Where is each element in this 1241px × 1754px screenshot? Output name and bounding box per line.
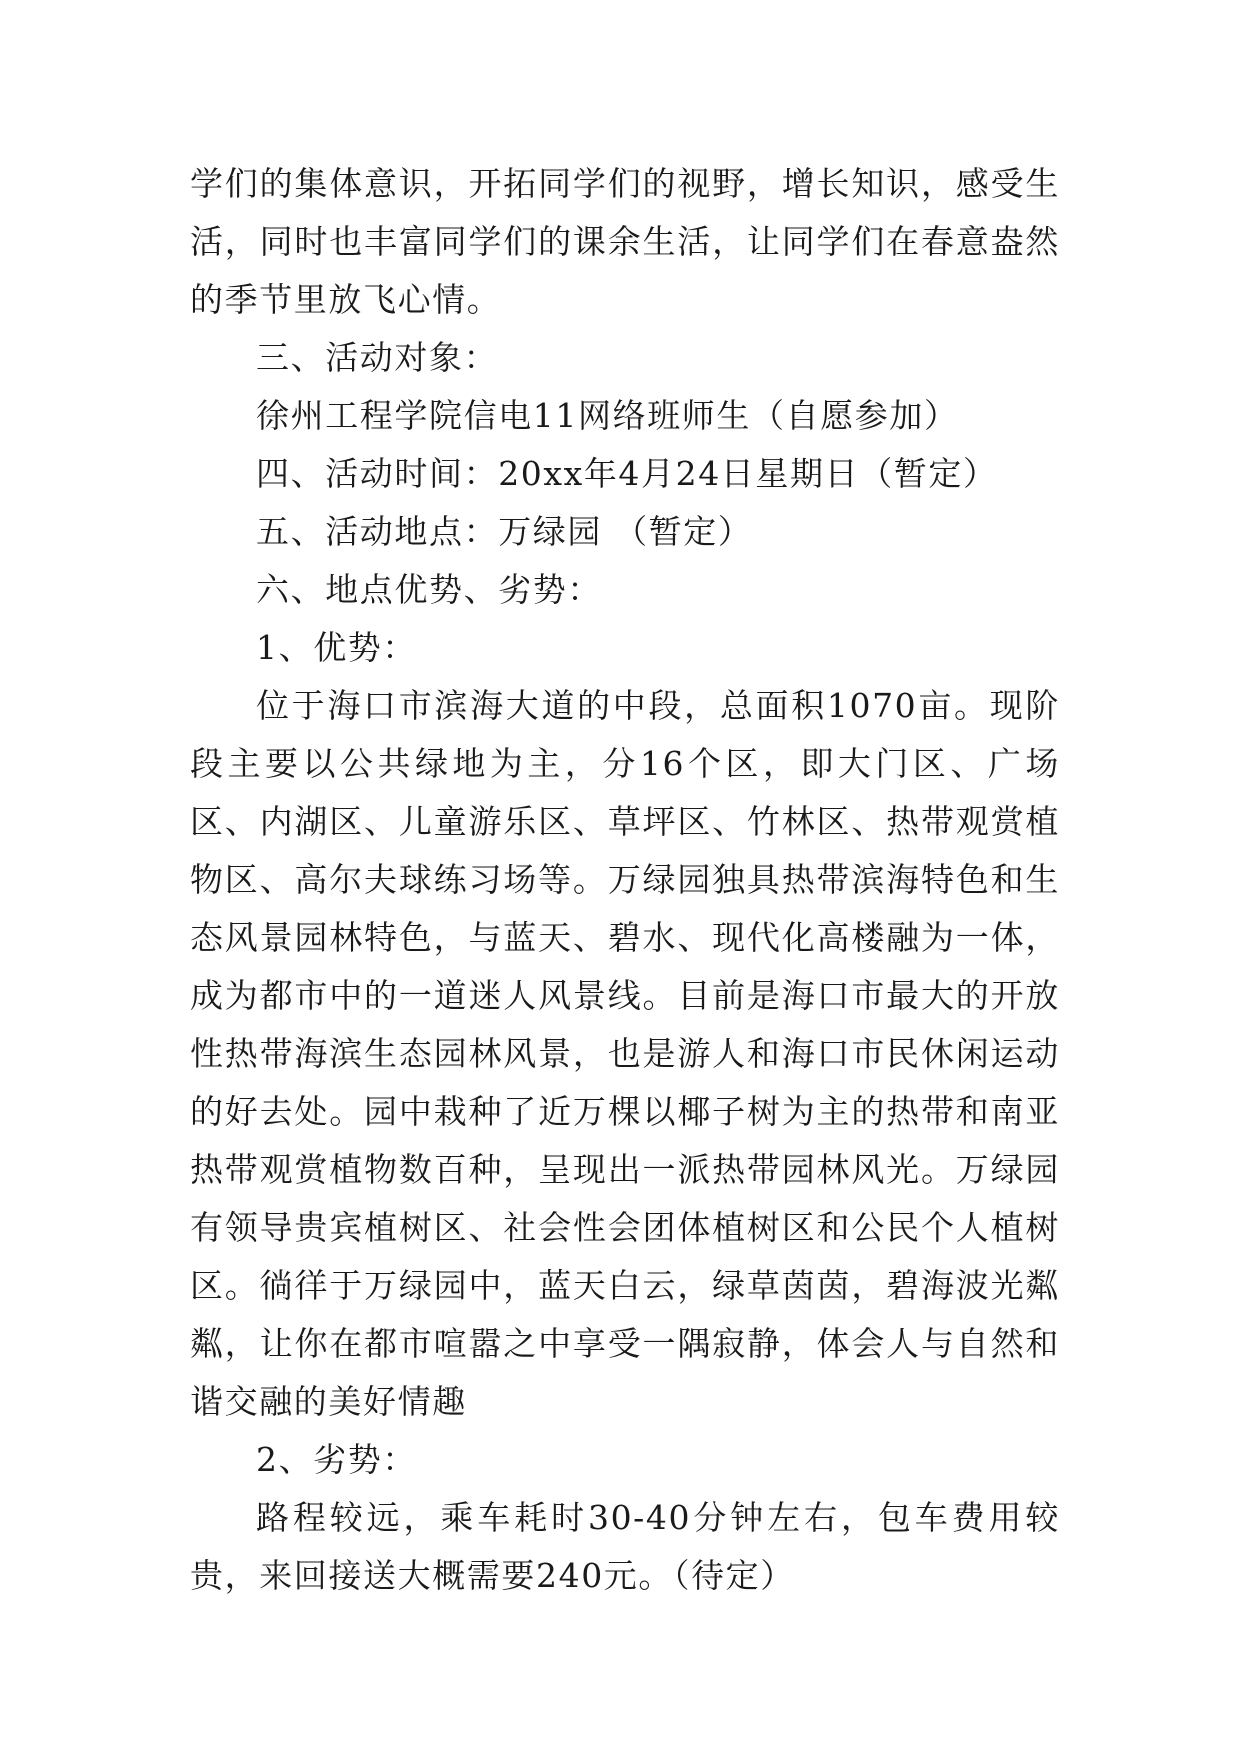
paragraph-advantages: 位于海口市滨海大道的中段，总面积1070亩。现阶段主要以公共绿地为主，分16个区，即大门区、广场区、内湖区、儿童游乐区、草坪区、竹林区、热带观赏植物区、高尔夫球练习场等。万绿园独具热带滨海特色和生态风景园林特色，与蓝天、碧水、现代化高楼融为一体，成为都市中的一道迷人风景线。目前是海口市最大的开放性热带海滨生态园林风景，也是游人和海口市民休闲运动的好去处。园中栽种了近万棵以椰子树为主的热带和南亚热带观赏植物数百种，呈现出一派热带园林风光。万绿园有领导贵宾植树区、社会性会团体植树区和公民个人植树区。徜徉于万绿园中，蓝天白云，绿草茵茵，碧海波光粼粼，让你在都市喧嚣之中享受一隅寂静，体会人与自然和谐交融的美好情趣	[190, 686, 1060, 1421]
heading-disadvantages: 2、劣势：	[256, 1440, 417, 1479]
heading-location-pros-cons: 六、地点优势、劣势：	[256, 570, 602, 609]
paragraph-purpose-continued: 学们的集体意识，开拓同学们的视野，增长知识，感受生活，同时也丰富同学们的课余生活，让同学们在春意盎然的季节里放飞心情。	[190, 164, 1060, 319]
paragraph-activity-location: 五、活动地点：万绿园 （暂定）	[256, 512, 753, 551]
paragraph-disadvantages: 路程较远，乘车耗时30-40分钟左右，包车费用较贵，来回接送大概需要240元。（待定）	[190, 1498, 1060, 1595]
paragraph-activity-target: 徐州工程学院信电11网络班师生（自愿参加）	[256, 396, 959, 435]
heading-activity-target: 三、活动对象：	[256, 338, 499, 377]
heading-advantages: 1、优势：	[256, 628, 417, 667]
document-body	[190, 155, 1060, 1605]
paragraph-activity-time: 四、活动时间：20xx年4月24日星期日（暂定）	[256, 454, 998, 493]
